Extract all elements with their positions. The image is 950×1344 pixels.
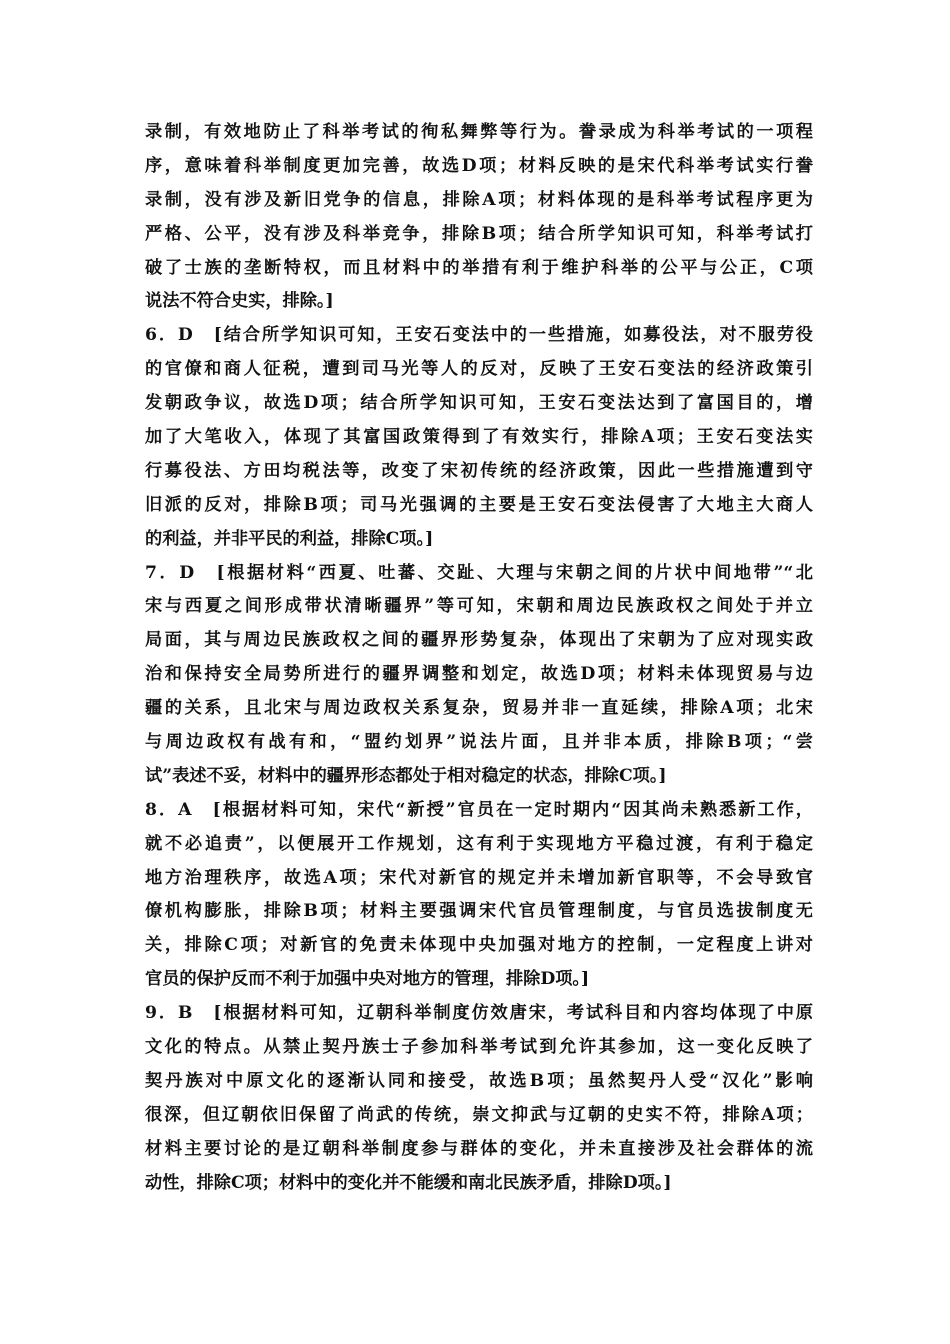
text-line: 旧派的反对，排除B项；司马光强调的主要是王安石变法侵害了大地主大商人 bbox=[145, 494, 813, 515]
answer-7-line: 7．D [根据材料“西夏、吐蕃、交趾、大理与宋朝之间的片状中间地带”“北 bbox=[145, 562, 813, 583]
text-line: 局面，其与周边民族政权之间的疆界形势复杂，体现出了宋朝为了应对现实政 bbox=[145, 630, 813, 651]
answer-8-line: 8．A [根据材料可知，宋代“新授”官员在一定时期内“因其尚未熟悉新工作， bbox=[145, 799, 813, 820]
text-line: 发朝政争议，故选D项；结合所学知识可知，王安石变法达到了富国目的，增 bbox=[145, 393, 813, 414]
text-line: 录制，有效地防止了科举考试的徇私舞弊等行为。誊录成为科举考试的一项程 bbox=[145, 122, 813, 142]
text-line: 破了士族的垄断特权，而且材料中的举措有利于维护科举的公平与公正，C项 bbox=[145, 257, 813, 278]
text-line: 加了大笔收入，体现了其富国政策得到了有效实行，排除A项；王安石变法实 bbox=[145, 427, 813, 448]
text-line: 行募役法、方田均税法等，改变了宋初传统的经济政策，因此一些措施遭到守 bbox=[145, 460, 813, 481]
text-line: 序，意味着科举制度更加完善，故选D项；材料反映的是宋代科举考试实行誊 bbox=[145, 155, 813, 176]
text-line: 录制，没有涉及新旧党争的信息，排除A项；材料体现的是科举考试程序更为 bbox=[145, 189, 813, 210]
text-line: 试”表述不妥，材料中的疆界形态都处于相对稳定的状态，排除C项。] bbox=[145, 765, 667, 786]
answer-9-line: 9．B [根据材料可知，辽朝科举制度仿效唐宋，考试科目和内容均体现了中原 bbox=[145, 1003, 813, 1024]
text-line: 动性，排除C项；材料中的变化并不能缓和南北民族矛盾，排除D项。] bbox=[145, 1172, 672, 1193]
text-line: 关，排除C项；对新官的免责未体现中央加强对地方的控制，一定程度上讲对 bbox=[145, 935, 813, 956]
text-line: 疆的关系，且北宋与周边政权关系复杂，贸易并非一直延续，排除A项；北宋 bbox=[145, 698, 813, 719]
answer-6-line: 6．D [结合所学知识可知，王安石变法中的一些措施，如募役法，对不服劳役 bbox=[145, 325, 813, 346]
text-line: 的利益，并非平民的利益，排除C项。] bbox=[145, 528, 434, 549]
text-line: 说法不符合史实，排除。] bbox=[145, 291, 334, 312]
text-line: 治和保持安全局势所进行的疆界调整和划定，故选D项；材料未体现贸易与边 bbox=[145, 664, 813, 685]
text-line: 文化的特点。从禁止契丹族士子参加科举考试到允许其参加，这一变化反映了 bbox=[145, 1037, 813, 1058]
text-line: 地方治理秩序，故选A项；宋代对新官的规定并未增加新官职等，不会导致官 bbox=[145, 867, 813, 888]
text-line: 宋与西夏之间形成带状清晰疆界”等可知，宋朝和周边民族政权之间处于并立 bbox=[145, 596, 813, 617]
text-line: 契丹族对中原文化的逐渐认同和接受，故选B项；虽然契丹人受“汉化”影响 bbox=[145, 1070, 813, 1091]
text-line: 与周边政权有战有和，“盟约划界”说法片面，且并非本质，排除B项；“尝 bbox=[145, 732, 813, 753]
text-line: 严格、公平，没有涉及科举竞争，排除B项；结合所学知识可知，科举考试打 bbox=[145, 223, 813, 244]
answer-text-body bbox=[145, 116, 813, 1201]
text-line: 官员的保护反而不利于加强中央对地方的管理，排除D项。] bbox=[145, 969, 590, 990]
text-line: 材料主要讨论的是辽朝科举制度参与群体的变化，并未直接涉及社会群体的流 bbox=[145, 1138, 813, 1159]
text-line: 僚机构膨胀，排除B项；材料主要强调宋代官员管理制度，与官员选拔制度无 bbox=[145, 901, 813, 922]
text-line: 就不必追责”，以便展开工作规划，这有利于实现地方平稳过渡，有利于稳定 bbox=[145, 833, 813, 854]
text-line: 很深，但辽朝依旧保留了尚武的传统，崇文抑武与辽朝的史实不符，排除A项； bbox=[145, 1104, 813, 1125]
text-line: 的官僚和商人征税，遭到司马光等人的反对，反映了王安石变法的经济政策引 bbox=[145, 359, 813, 380]
